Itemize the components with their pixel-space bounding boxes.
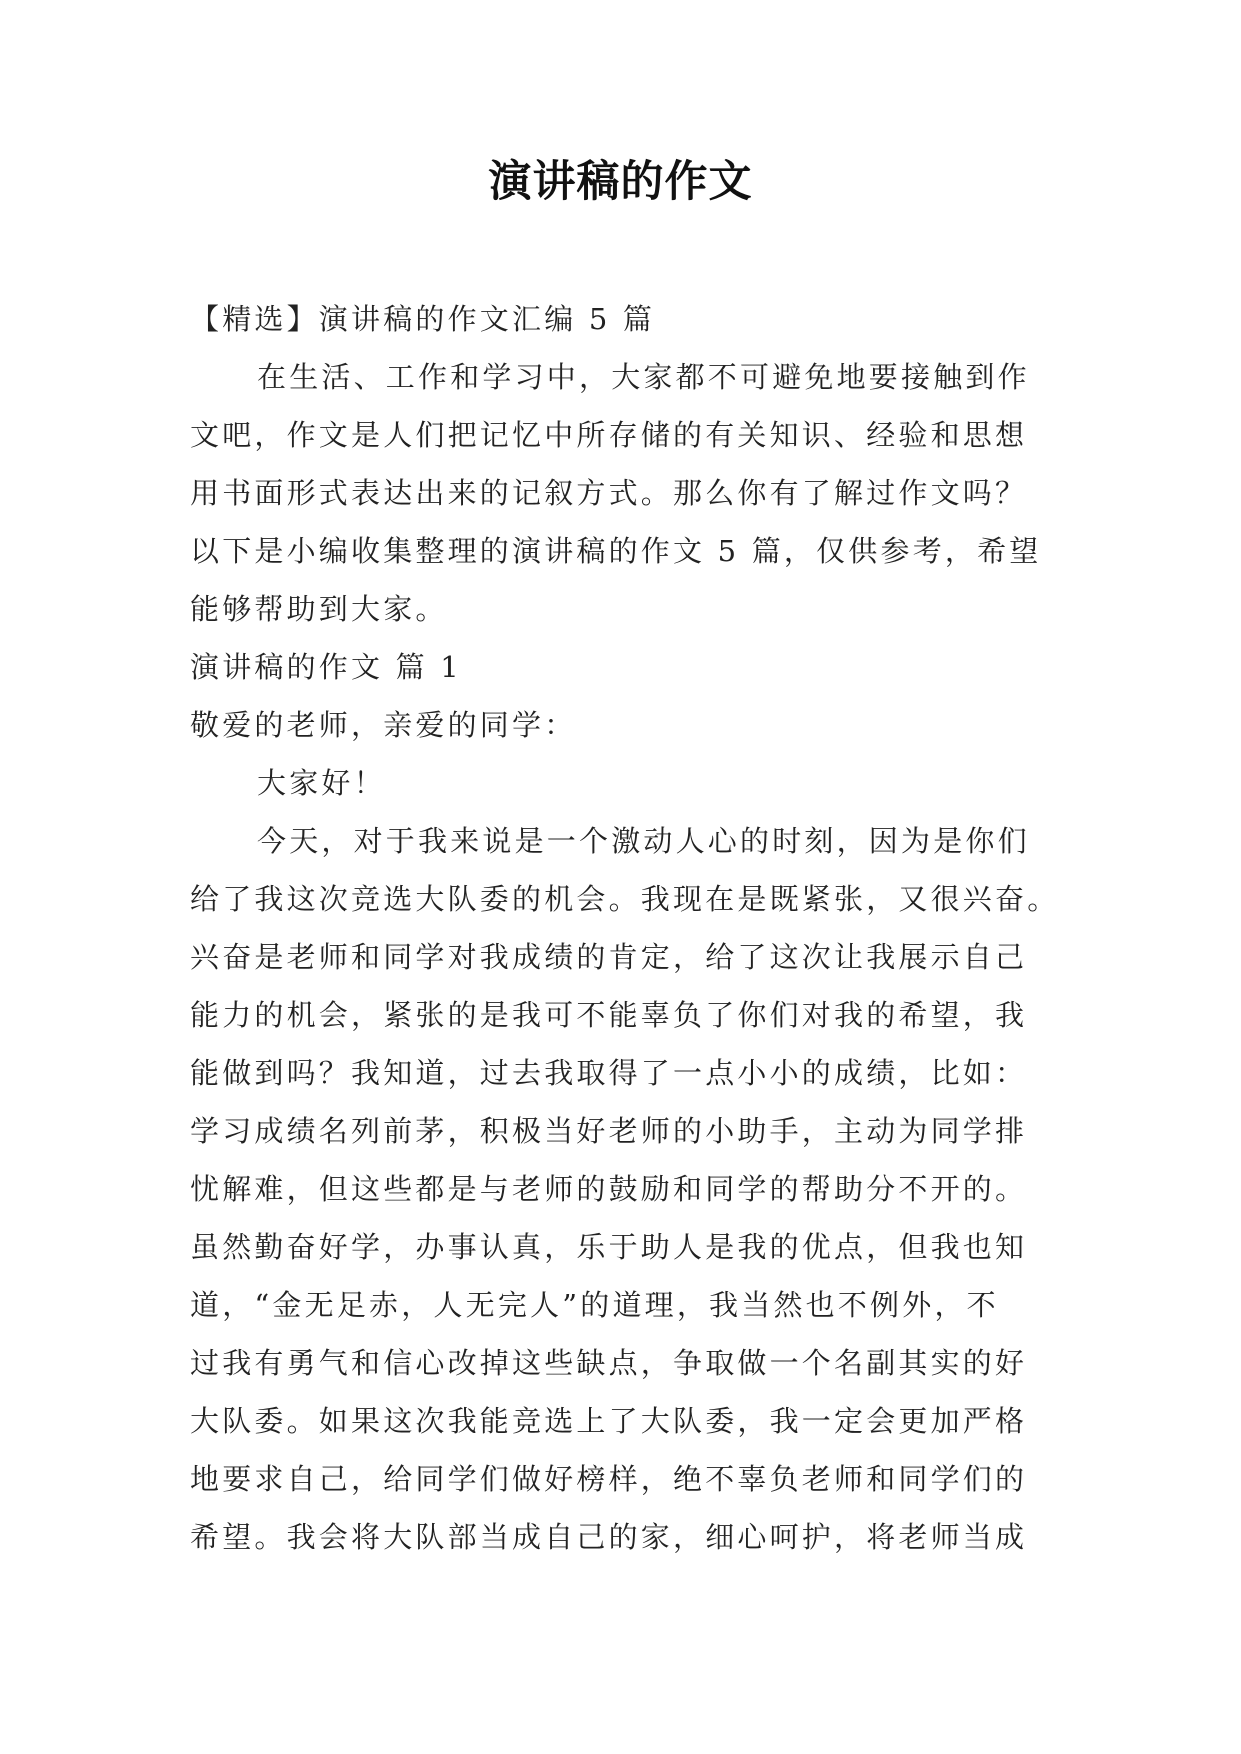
document-title: 演讲稿的作文 [488, 157, 753, 207]
text-line: 忧解难，但这些都是与老师的鼓励和同学的帮助分不开的。 [190, 1172, 1028, 1206]
text-line: 文吧，作文是人们把记忆中所存储的有关知识、经验和思想 [190, 418, 1028, 452]
text-line: 能做到吗？我知道，过去我取得了一点小小的成绩，比如： [190, 1056, 1028, 1090]
text-line: 学习成绩名列前茅，积极当好老师的小助手，主动为同学排 [190, 1114, 1028, 1148]
text-line: 大队委。如果这次我能竞选上了大队委，我一定会更加严格 [190, 1404, 1028, 1438]
text-line: 在生活、工作和学习中，大家都不可避免地要接触到作 [257, 360, 1030, 394]
text-line: 能力的机会，紧张的是我可不能辜负了你们对我的希望，我 [190, 998, 1028, 1032]
text-line: 过我有勇气和信心改掉这些缺点，争取做一个名副其实的好 [190, 1346, 1028, 1380]
text-line: 道，“金无足赤，人无完人”的道理，我当然也不例外，不 [190, 1288, 999, 1322]
text-line: 用书面形式表达出来的记叙方式。那么你有了解过作文吗？ [190, 476, 1028, 510]
text-line: 能够帮助到大家。 [190, 592, 448, 626]
text-line: 今天，对于我来说是一个激动人心的时刻，因为是你们 [257, 824, 1030, 858]
text-line: 【精选】演讲稿的作文汇编 5 篇 [190, 302, 656, 336]
text-line: 演讲稿的作文 篇 1 [190, 650, 462, 684]
text-line: 希望。我会将大队部当成自己的家，细心呵护，将老师当成 [190, 1520, 1028, 1554]
document-body [190, 290, 1070, 1566]
text-line: 虽然勤奋好学，办事认真，乐于助人是我的优点，但我也知 [190, 1230, 1028, 1264]
text-line: 兴奋是老师和同学对我成绩的肯定，给了这次让我展示自己 [190, 940, 1028, 974]
text-line: 以下是小编收集整理的演讲稿的作文 5 篇，仅供参考，希望 [190, 534, 1042, 568]
text-line: 敬爱的老师，亲爱的同学： [190, 708, 577, 742]
text-line: 大家好！ [257, 766, 386, 800]
text-line: 给了我这次竞选大队委的机会。我现在是既紧张，又很兴奋。 [190, 882, 1060, 916]
text-line: 地要求自己，给同学们做好榜样，绝不辜负老师和同学们的 [190, 1462, 1028, 1496]
